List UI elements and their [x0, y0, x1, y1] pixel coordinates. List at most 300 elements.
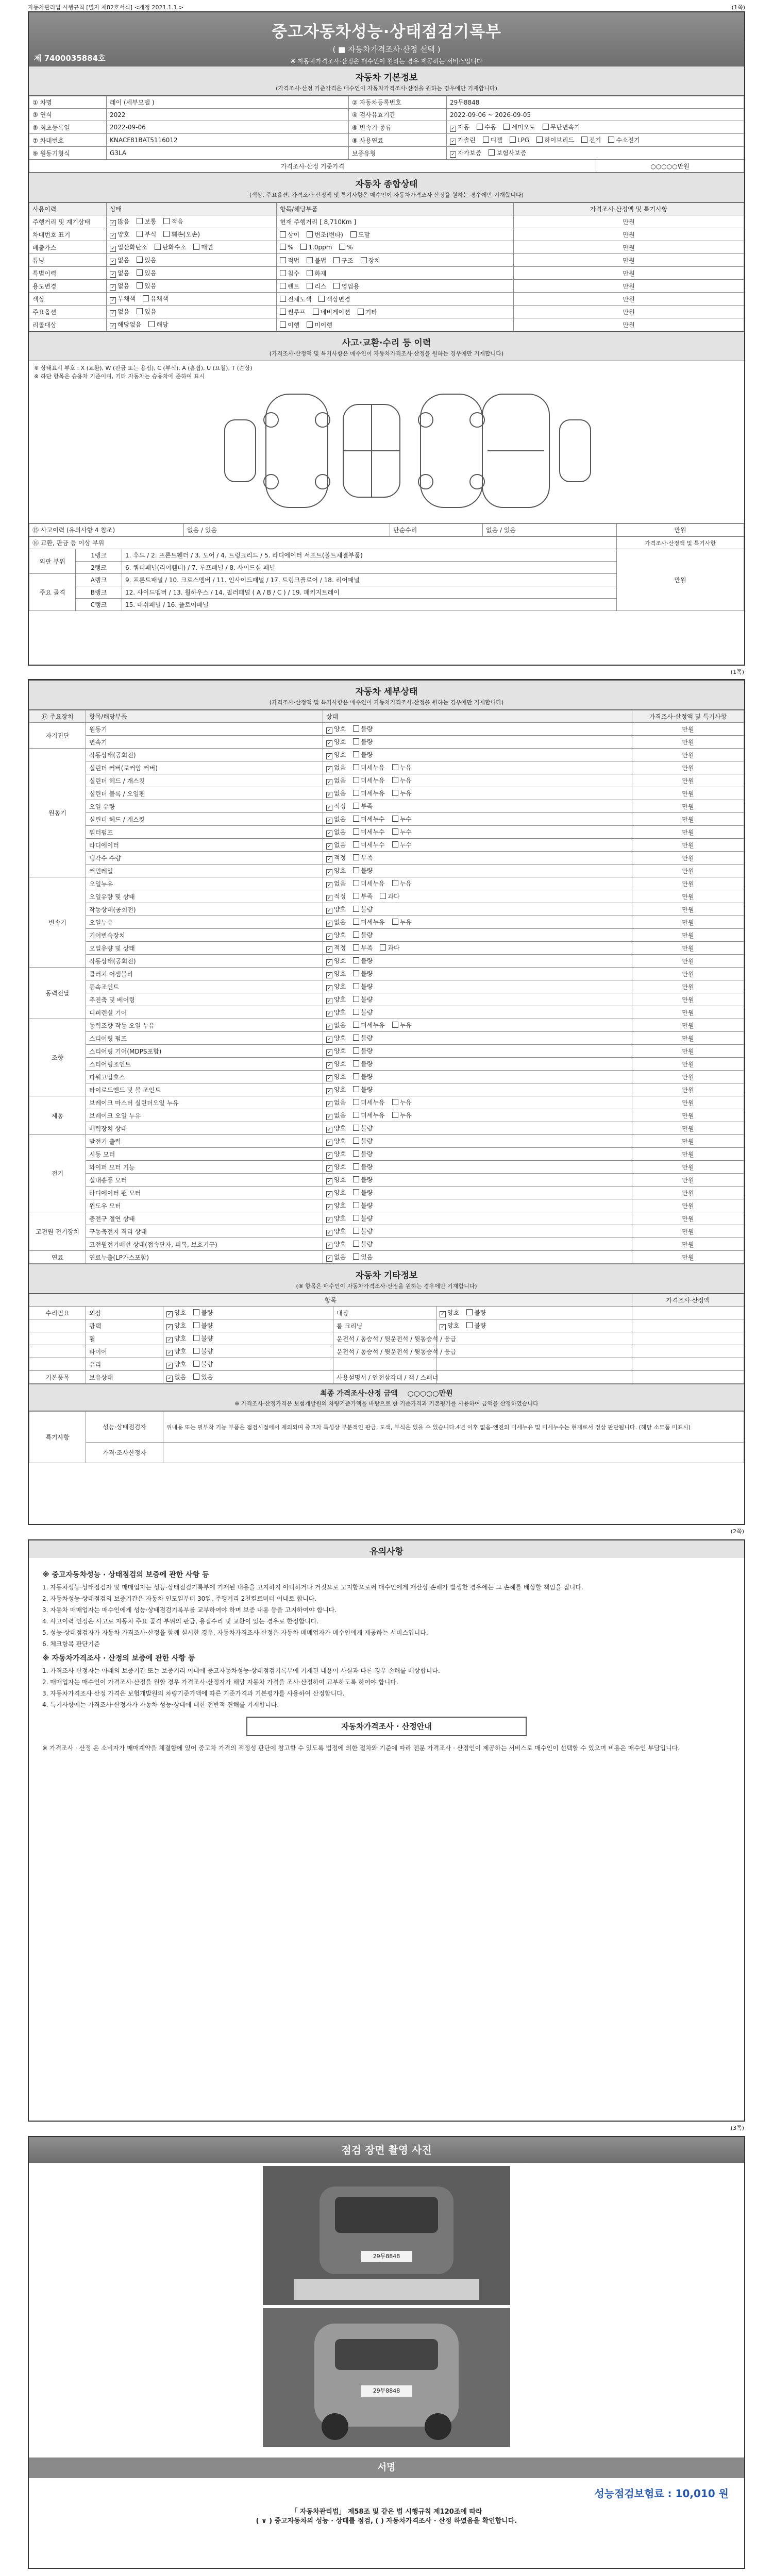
- car-top-view-left: [266, 394, 328, 507]
- other-group: [29, 1358, 86, 1371]
- car-side-right: [560, 420, 591, 482]
- overall-price: 만원: [514, 280, 744, 293]
- detail-state: [323, 1071, 632, 1083]
- check-option: ✓ 양호: [326, 1009, 346, 1016]
- check-option: ✓ 없음: [166, 1374, 186, 1381]
- check-option: 있음: [137, 282, 156, 290]
- overall-price: 만원: [514, 267, 744, 280]
- other-note: (⑧ 항목은 매수인이 자동차가격조사·산정을 원하는 경우에만 기재합니다): [29, 1282, 744, 1294]
- checkbox-icon: [110, 233, 116, 239]
- check-option: ✓ 양호: [326, 931, 346, 939]
- notice-heading: 유의사항: [29, 1540, 744, 1558]
- detail-item: 워터펌프: [86, 826, 323, 839]
- car-side-left: [225, 420, 256, 482]
- check-option: 불량: [353, 1047, 373, 1055]
- overall-col-item: 사용이력: [29, 203, 107, 215]
- check-option: 불량: [353, 1086, 373, 1093]
- other-state: [163, 1319, 333, 1332]
- detail-item: 와이퍼 모터 기능: [86, 1161, 323, 1174]
- detail-state: [323, 1148, 632, 1161]
- detail-state: [323, 736, 632, 749]
- detail-row: [29, 1212, 744, 1225]
- detail-item: 스티어링 기어(MDPS포함): [86, 1045, 323, 1058]
- checkbox-icon: [326, 1178, 332, 1184]
- checkbox-icon: [326, 1140, 332, 1146]
- check-option: 누수: [392, 828, 412, 836]
- other-sub-state: [436, 1332, 632, 1345]
- detail-row: [29, 877, 744, 890]
- overall-price: 만원: [514, 228, 744, 241]
- checkbox-icon: [137, 218, 143, 224]
- detail-col-state: 상태: [323, 710, 632, 723]
- appraisal-guide-box: [246, 1717, 527, 1736]
- check-option: 적음: [163, 218, 183, 225]
- detail-state: [323, 826, 632, 839]
- checkbox-icon: [326, 1217, 332, 1223]
- detail-price: 만원: [632, 993, 744, 1006]
- detail-state: [323, 839, 632, 852]
- checkbox-icon: [326, 1011, 332, 1017]
- check-option: 누유: [392, 1022, 412, 1029]
- detail-row: [29, 800, 744, 813]
- detail-row: [29, 736, 744, 749]
- check-option: 네비게이션: [313, 309, 350, 316]
- checkbox-icon: [483, 137, 489, 143]
- detail-price: 만원: [632, 1212, 744, 1225]
- checkbox-icon: [326, 779, 332, 785]
- check-option: 불량: [466, 1322, 486, 1329]
- confirmation-text: [29, 2507, 744, 2526]
- final-price-amount: ○○○○○만원: [407, 1389, 453, 1398]
- basic-value: 레이 (세부모델 ): [107, 96, 349, 109]
- checkbox-icon: [392, 1099, 398, 1105]
- basic-label: ⑨ 원동기형식: [29, 147, 107, 160]
- accident-note: (가격조사·산정액 및 특기사항은 매수인이 자동차가격조사·산정을 원하는 경우에만 기재합니다): [29, 349, 744, 361]
- checkbox-icon: [326, 1062, 332, 1069]
- checkbox-icon: [353, 880, 359, 886]
- checkbox-icon: [450, 151, 456, 158]
- detail-group: 전기: [29, 1135, 86, 1212]
- checkbox-icon: [466, 1309, 473, 1315]
- check-option: 미세누수: [353, 828, 384, 836]
- checkbox-icon: [353, 931, 359, 938]
- basic-price-table: [29, 160, 744, 173]
- check-option: 불량: [353, 1189, 373, 1196]
- basic-value: 2022: [107, 109, 349, 121]
- checkbox-icon: [307, 283, 313, 289]
- check-option: 불량: [353, 1125, 373, 1132]
- detail-row: [29, 1083, 744, 1096]
- overall-heading: 자동차 종합상태: [29, 173, 744, 191]
- detail-group: 제동: [29, 1096, 86, 1135]
- check-option: 불량: [193, 1309, 213, 1316]
- rank-price: 만원: [617, 549, 744, 611]
- check-option: 화재: [307, 270, 326, 277]
- checkbox-icon: [110, 220, 116, 226]
- checkbox-icon: [353, 996, 359, 1002]
- checkbox-icon: [326, 818, 332, 824]
- document-header: [29, 12, 744, 66]
- check-option: 불량: [353, 1138, 373, 1145]
- check-option: 미세누유: [353, 919, 384, 926]
- check-option: ✓ 없음: [110, 257, 129, 264]
- check-option: 수동: [477, 124, 496, 131]
- insurance-fee-value: 10,010 원: [675, 2487, 729, 2500]
- check-option: 영업용: [333, 283, 359, 290]
- checkbox-icon: [137, 231, 143, 237]
- check-option: ✓ 없음: [110, 269, 129, 277]
- checkbox-icon: [477, 124, 483, 130]
- check-option: 부식: [137, 231, 156, 238]
- detail-state: [323, 1083, 632, 1096]
- checkbox-icon: [450, 139, 456, 145]
- check-option: ✓ 없음: [110, 282, 129, 290]
- check-option: %: [280, 244, 293, 251]
- check-option: ✓ 양호: [326, 1228, 346, 1235]
- check-option: 리스: [307, 283, 326, 290]
- other-sub: 룸 크리닝: [333, 1319, 436, 1332]
- other-price: [632, 1371, 744, 1384]
- other-heading: 자동차 기타정보: [29, 1264, 744, 1282]
- detail-state: [323, 1251, 632, 1264]
- basic-options: [447, 134, 744, 147]
- simple-repair-label: 단순수리: [390, 524, 483, 536]
- detail-item: 스티어링 펌프: [86, 1032, 323, 1045]
- checkbox-icon: [280, 231, 286, 238]
- checkbox-icon: [137, 308, 143, 314]
- detail-state: [323, 865, 632, 877]
- overall-row: [29, 267, 744, 280]
- check-option: ✓ 가솔린: [450, 137, 476, 144]
- detail-state: [323, 1174, 632, 1187]
- checkbox-icon: [326, 921, 332, 927]
- confirmation-line-1: 「 자동차관리법」 제58조 및 같은 법 시행규칙 제120조에 따라: [291, 2508, 482, 2516]
- accident-heading: 사고·교환·수리 등 이력: [29, 331, 744, 349]
- detail-price: 만원: [632, 774, 744, 787]
- check-option: 누유: [392, 1099, 412, 1106]
- checkbox-icon: [280, 257, 286, 263]
- detail-table: [29, 710, 744, 1264]
- final-price-heading: [29, 1384, 744, 1399]
- checkbox-icon: [137, 257, 143, 263]
- checkbox-icon: [307, 257, 313, 263]
- overall-table: [29, 202, 744, 331]
- checkbox-icon: [326, 1024, 332, 1030]
- overall-detail: [277, 228, 514, 241]
- check-option: ✓ 없음: [326, 919, 346, 926]
- checkbox-icon: [450, 126, 456, 132]
- other-row: [29, 1358, 744, 1371]
- check-option: 무단변속기: [543, 124, 580, 131]
- detail-state: [323, 890, 632, 903]
- checkbox-icon: [353, 919, 359, 925]
- detail-group: 동력전달: [29, 968, 86, 1019]
- other-group: [29, 1345, 86, 1358]
- accident-history-state: 없음 / 있음: [184, 524, 390, 536]
- detail-price: 만원: [632, 1174, 744, 1187]
- other-sub: 운전석 / 동승석 / 뒷운전석 / 뒷동승석 / 응급: [333, 1345, 436, 1358]
- detail-row: [29, 1122, 744, 1135]
- check-option: 매연: [193, 244, 213, 251]
- check-option: 변조(변타): [307, 231, 343, 239]
- checkbox-icon: [543, 124, 549, 130]
- other-sub: 사용설명서 / 안전삼각대 / 잭 / 스패너: [333, 1371, 436, 1384]
- other-sub-state: [436, 1358, 632, 1371]
- overall-row: [29, 293, 744, 306]
- check-option: 기타: [358, 309, 377, 316]
- checkbox-icon: [353, 1125, 359, 1131]
- checkbox-icon: [353, 803, 359, 809]
- detail-item: 실린더 헤드 / 개스킷: [86, 774, 323, 787]
- notice-item: 2. 자동차성능·상태점검의 보증기간은 자동차 인도일부터 30일, 주행거리 2천킬로미터 이내로 합니다.: [42, 1595, 317, 1602]
- detail-state: [323, 787, 632, 800]
- check-option: ✓ 양호: [326, 1150, 346, 1158]
- final-price-note: ※ 가격조사·산정가격은 보험개발원의 차량기준가액을 바탕으로 한 기준가격과 기본평가를 사용하여 금액을 산정하였습니다: [29, 1399, 744, 1411]
- page-4: [28, 2136, 745, 2569]
- checkbox-icon: [503, 124, 510, 130]
- car-diagram: [29, 384, 744, 523]
- overall-state: [107, 267, 277, 280]
- check-option: %: [339, 244, 352, 251]
- detail-item: 실린더 커버(로커암 커버): [86, 761, 323, 774]
- checkbox-icon: [193, 1309, 199, 1315]
- rankA-label: A랭크: [76, 574, 122, 586]
- detail-price: 만원: [632, 1045, 744, 1058]
- checkbox-icon: [307, 321, 313, 328]
- detail-item: 고전원전기배선 상태(접속단자, 피복, 보호기구): [86, 1238, 323, 1251]
- notice-item: 1. 가격조사·산정자는 아래의 보증기간 또는 보증거리 이내에 중고자동차성능·상태점검기록부에 기재된 내용이 사실과 다른 경우 손해를 배상합니다.: [42, 1667, 440, 1674]
- checkbox-icon: [326, 895, 332, 901]
- check-option: ✓ 양호: [326, 1163, 346, 1171]
- detail-row: [29, 826, 744, 839]
- outer-panel-label: 외판 부위: [29, 549, 76, 574]
- checkbox-icon: [353, 1202, 359, 1208]
- check-option: 불량: [353, 1176, 373, 1183]
- detail-item: 커먼레일: [86, 865, 323, 877]
- checkbox-icon: [353, 1060, 359, 1066]
- detail-row: [29, 968, 744, 980]
- detail-group: 연료: [29, 1251, 86, 1264]
- checkbox-icon: [326, 946, 332, 953]
- accident-price: 만원: [617, 524, 744, 536]
- check-option: ✓ 없음: [326, 828, 346, 836]
- detail-state: [323, 723, 632, 736]
- checkbox-icon: [353, 867, 359, 873]
- rank-price-header: 가격조사·산정액 및 특기사항: [617, 537, 744, 549]
- checkbox-icon: [353, 983, 359, 989]
- checkbox-icon: [353, 854, 359, 860]
- detail-row: [29, 890, 744, 903]
- basic-info-row: [29, 121, 744, 134]
- overall-price: 만원: [514, 293, 744, 306]
- other-item: 타이어: [86, 1345, 163, 1358]
- detail-row: [29, 723, 744, 736]
- detail-price: 만원: [632, 723, 744, 736]
- other-sub-state: [436, 1345, 632, 1358]
- other-price: [632, 1358, 744, 1371]
- confirmation-line-2: ( ∨ ) 중고자동차의 성능 · 상태를 점검, ( ) 자동차가격조사 · 산정 하였음을 확인합니다.: [256, 2517, 517, 2525]
- check-option: 유채색: [143, 295, 169, 302]
- detail-state: [323, 968, 632, 980]
- check-option: ✓ 없음: [326, 1112, 346, 1119]
- other-item: 보유상태: [86, 1371, 163, 1384]
- check-option: 누수: [392, 816, 412, 823]
- check-option: ✓ 없음: [326, 880, 346, 887]
- checkbox-icon: [392, 777, 398, 783]
- check-option: ✓ 무채색: [110, 295, 136, 302]
- check-option: 누유: [392, 764, 412, 771]
- check-option: ✓ 양호: [166, 1309, 186, 1316]
- checkbox-icon: [380, 944, 386, 951]
- checkbox-icon: [326, 934, 332, 940]
- check-option: 불량: [353, 1060, 373, 1067]
- check-option: 누유: [392, 880, 412, 887]
- check-option: 누유: [392, 919, 412, 926]
- front-plate: 29무8848: [373, 2253, 400, 2260]
- car-top-view-right: [421, 394, 482, 507]
- detail-price: 만원: [632, 1251, 744, 1264]
- other-row: [29, 1307, 744, 1319]
- check-option: ✓ 양호: [326, 1215, 346, 1222]
- check-option: ✓ 양호: [326, 1073, 346, 1080]
- frame-parts-label: ⑯ 교환, 판금 등 이상 부위: [29, 537, 617, 549]
- checkbox-icon: [307, 270, 313, 276]
- appraiser-opinion-label: 가격·조사산정자: [86, 1443, 163, 1463]
- detail-group: 자기진단: [29, 723, 86, 749]
- check-option: 누유: [392, 790, 412, 797]
- check-option: 미세누수: [353, 816, 384, 823]
- legend-basis: ※ 하단 항목은 승용차 기준이며, 기타 자동차는 승용차에 준하여 표시: [34, 373, 205, 380]
- opinion-table: [29, 1411, 744, 1463]
- check-option: 불량: [353, 1215, 373, 1222]
- overall-state: [107, 254, 277, 267]
- checkbox-icon: [326, 727, 332, 734]
- checkbox-icon: [163, 231, 170, 237]
- basic-info-row: [29, 96, 744, 109]
- detail-row: [29, 1006, 744, 1019]
- detail-row: [29, 1199, 744, 1212]
- check-option: ✓ 양호: [166, 1361, 186, 1368]
- checkbox-icon: [326, 1230, 332, 1236]
- check-option: 미이행: [307, 321, 332, 329]
- checkbox-icon: [326, 1153, 332, 1159]
- detail-price: 만원: [632, 839, 744, 852]
- check-option: 불량: [353, 957, 373, 964]
- checkbox-icon: [326, 985, 332, 991]
- other-sub: 운전석 / 동승석 / 뒷운전석 / 뒷동승석 / 응급: [333, 1332, 436, 1345]
- detail-item: 충전구 절연 상태: [86, 1212, 323, 1225]
- checkbox-icon: [353, 1009, 359, 1015]
- detail-price: 만원: [632, 852, 744, 865]
- signature-band: 서명: [29, 2458, 744, 2478]
- detail-item: 동력조향 작동 오일 누유: [86, 1019, 323, 1032]
- detail-row: [29, 839, 744, 852]
- other-group: [29, 1319, 86, 1332]
- checkbox-icon: [326, 753, 332, 759]
- detail-state: [323, 1212, 632, 1225]
- check-option: ✓ 양호: [326, 957, 346, 964]
- basic-info-row: [29, 147, 744, 160]
- overall-label: 튜닝: [29, 254, 107, 267]
- detail-price: 만원: [632, 1225, 744, 1238]
- check-option: 불량: [353, 1073, 373, 1080]
- checkbox-icon: [326, 843, 332, 850]
- checkbox-icon: [193, 244, 199, 250]
- check-option: ✓ 양호: [110, 231, 129, 238]
- checkbox-icon: [193, 1348, 199, 1354]
- detail-price: 만원: [632, 800, 744, 813]
- car-front-photo: [263, 2166, 510, 2305]
- accident-legend: [29, 361, 744, 384]
- detail-row: [29, 1238, 744, 1251]
- check-option: 미세누유: [353, 764, 384, 771]
- check-option: 탄화수소: [155, 244, 186, 251]
- other-row: [29, 1319, 744, 1332]
- detail-state: [323, 993, 632, 1006]
- check-option: 불량: [193, 1322, 213, 1329]
- rank1-label: 1랭크: [76, 549, 122, 562]
- checkbox-icon: [166, 1337, 173, 1343]
- check-option: 불량: [353, 1009, 373, 1016]
- check-option: 적법: [280, 257, 299, 264]
- checkbox-icon: [110, 272, 116, 278]
- detail-row: [29, 1045, 744, 1058]
- other-row: [29, 1371, 744, 1384]
- checkbox-icon: [326, 1165, 332, 1172]
- check-option: 불량: [353, 1150, 373, 1158]
- detail-row: [29, 813, 744, 826]
- detail-state: [323, 1109, 632, 1122]
- checkbox-icon: [353, 1215, 359, 1221]
- detail-row: [29, 955, 744, 968]
- detail-state: [323, 1135, 632, 1148]
- detail-state: [323, 942, 632, 955]
- detail-item: 스티어링조인트: [86, 1058, 323, 1071]
- detail-item: 원동기: [86, 723, 323, 736]
- checkbox-icon: [353, 1035, 359, 1041]
- notice-item: 6. 체크항목 판단기준: [42, 1640, 100, 1648]
- detail-group: 원동기: [29, 749, 86, 877]
- detail-price: 만원: [632, 890, 744, 903]
- checkbox-icon: [353, 906, 359, 912]
- basic-options: [447, 147, 744, 160]
- checkbox-icon: [326, 1037, 332, 1043]
- appraiser-opinion-text: [163, 1443, 744, 1463]
- check-option: ✓ 양호: [440, 1322, 459, 1329]
- accident-history-label: ⑮ 사고이력 (유의사항 4 참조): [29, 524, 184, 536]
- detail-price: 만원: [632, 968, 744, 980]
- checkbox-icon: [353, 1073, 359, 1079]
- check-option: 불량: [353, 1241, 373, 1248]
- detail-state: [323, 1096, 632, 1109]
- other-row: [29, 1332, 744, 1345]
- checkbox-icon: [326, 856, 332, 862]
- check-option: 과다: [380, 893, 399, 900]
- checkbox-icon: [110, 323, 116, 329]
- check-option: ✓ 없음: [326, 841, 346, 849]
- checkbox-icon: [110, 284, 116, 291]
- detail-item: 등속조인트: [86, 980, 323, 993]
- detail-heading: 자동차 세부상태: [29, 680, 744, 698]
- notice-section-2: ※ 자동차가격조사 · 산정의 보증에 관한 사항 등: [42, 1654, 195, 1663]
- overall-detail: [277, 293, 514, 306]
- rear-plate: 29무8848: [373, 2387, 400, 2394]
- checkbox-icon: [137, 282, 143, 289]
- check-option: ✓ 양호: [326, 1035, 346, 1042]
- check-option: ✓ 적정: [326, 854, 346, 861]
- detail-state: [323, 1032, 632, 1045]
- check-option: 구조: [333, 257, 353, 264]
